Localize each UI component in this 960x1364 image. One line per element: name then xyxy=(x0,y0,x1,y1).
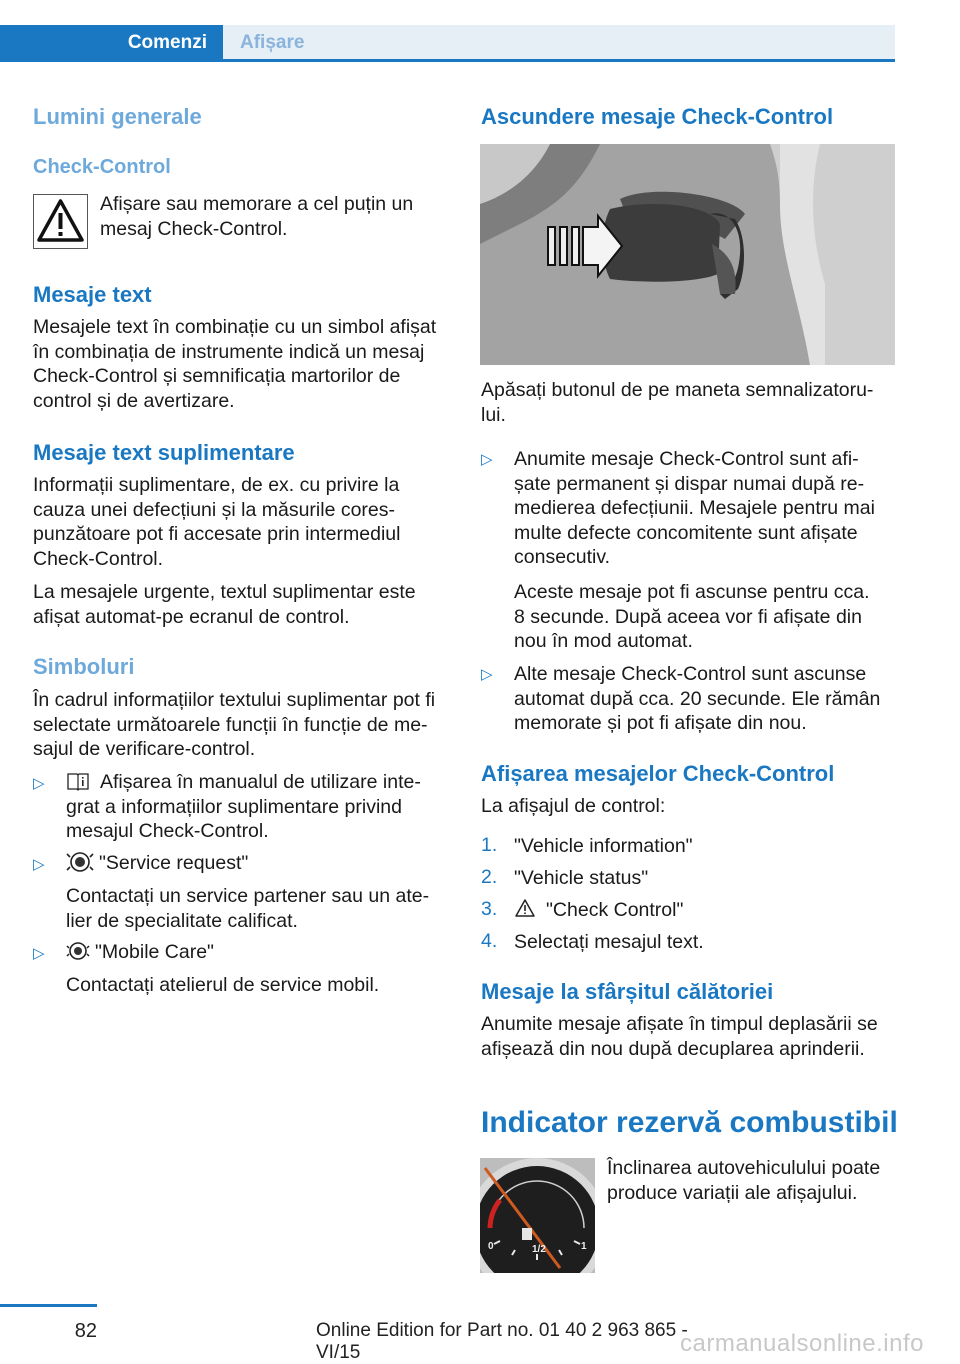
text-line: produce variații ale afișajului. xyxy=(607,1181,858,1204)
text-line: multe defecte concomitente sunt afișate xyxy=(514,521,858,544)
text-line: punzătoare pot fi accesate prin intermediul xyxy=(33,523,401,545)
text-line: Înclinarea autovehiculului poate xyxy=(607,1157,881,1179)
right-bullet-1b-text xyxy=(514,580,870,654)
heading-ascundere: Ascundere mesaje Check-Control xyxy=(481,104,834,129)
urgent-paragraph xyxy=(33,580,416,629)
text-line: Anumite mesaje afișate în timpul deplasării se xyxy=(481,1013,878,1035)
bullet-triangle-icon: ▷ xyxy=(33,775,45,792)
text-line: afișat automat-pe ecranul de control. xyxy=(33,605,350,628)
mobile-care-label: "Mobile Care" xyxy=(95,941,214,963)
text-line: La mesajele urgente, textul suplimentar este xyxy=(33,581,416,603)
text-line: în combinația de instrumente indică un mesaj xyxy=(33,340,425,363)
text-line: Mesajele text în combinație cu un simbol afișat xyxy=(33,316,437,338)
watermark: carmanualsonline.info xyxy=(680,1330,924,1357)
warning-triangle-icon xyxy=(514,898,536,918)
text-line: Apăsați butonul de pe maneta semnalizatoru‐ xyxy=(481,379,874,401)
bullet-triangle-icon: ▷ xyxy=(33,945,45,962)
warning-icon-box xyxy=(33,194,88,249)
step-number: 3. xyxy=(481,898,498,920)
step-number: 2. xyxy=(481,866,498,888)
text-line: Contactați un service partener sau un ate‐ xyxy=(66,885,430,907)
bullet-triangle-icon: ▷ xyxy=(481,451,493,468)
heading-afisarea-mesajelor: Afișarea mesajelor Check-Control xyxy=(481,761,835,786)
header-divider xyxy=(0,59,895,62)
text-line: medierea defecțiunii. Mesajele pentru mai xyxy=(514,497,875,519)
mobile-care-icon xyxy=(66,940,90,962)
text-line: Afișarea în manualul de utilizare inte‐ xyxy=(100,771,421,793)
left-bullet-3-text: Contactați atelierul de service mobil. xyxy=(66,974,380,996)
text-line: control și de avertizare. xyxy=(33,389,235,412)
step-number: 1. xyxy=(481,834,498,856)
left-bullet-1-text xyxy=(66,770,421,844)
text-line: șate permanent și dispar numai după re‐ xyxy=(514,472,865,495)
text-line: Informații suplimentare, de ex. cu privire la xyxy=(33,474,400,496)
step-text: "Vehicle status" xyxy=(514,867,649,889)
right-bullet-2-text xyxy=(514,662,880,736)
heading-lumini-generale: Lumini generale xyxy=(33,104,202,129)
text-line: Anumite mesaje Check-Control sunt afi‐ xyxy=(514,448,859,470)
heading-check-control: Check-Control xyxy=(33,156,171,178)
footer-divider xyxy=(0,1304,97,1307)
right-bullet-1-text xyxy=(514,447,875,570)
text-line: afișează din nou după decuplarea aprinderii. xyxy=(481,1037,865,1060)
service-request-icon xyxy=(66,851,94,873)
suplimentare-paragraph xyxy=(33,473,400,571)
text-line: nou în mod automat. xyxy=(514,630,693,652)
text-line: mesaj Check-Control. xyxy=(100,217,288,240)
text-line: lier de specialitate calificat. xyxy=(66,909,298,932)
text-line: mesajul Check-Control. xyxy=(66,820,269,842)
fuel-gauge-image xyxy=(480,1158,595,1273)
tab-afisare[interactable]: Afișare xyxy=(223,25,895,59)
text-line: Check-Control. xyxy=(33,547,164,570)
heading-indicator-rezerva: Indicator rezervă combustibil xyxy=(481,1106,898,1139)
text-line: selectate următoarele funcții în funcție de me‐ xyxy=(33,713,428,736)
simboluri-paragraph xyxy=(33,688,435,762)
heading-mesaje-text-suplimentare: Mesaje text suplimentare xyxy=(33,440,295,465)
bullet-triangle-icon: ▷ xyxy=(33,856,45,873)
warning-triangle-icon xyxy=(34,195,87,248)
la-afisajul-text: La afișajul de control: xyxy=(481,795,666,817)
turn-signal-lever-image xyxy=(480,144,895,365)
gauge-label-half: 1/2 xyxy=(532,1244,546,1255)
step-text: "Vehicle information" xyxy=(514,835,693,857)
text-line: lui. xyxy=(481,403,506,426)
step-text: Selectați mesajul text. xyxy=(514,931,704,953)
bullet-triangle-icon: ▷ xyxy=(481,666,493,683)
gauge-label-zero: 0 xyxy=(488,1241,494,1252)
text-line: 8 secunde. După aceea vor fi afișate din xyxy=(514,605,862,628)
apasati-paragraph xyxy=(481,378,873,427)
heading-mesaje-sfarsit: Mesaje la sfârșitul călătoriei xyxy=(481,979,774,1004)
text-line: consecutiv. xyxy=(514,546,611,568)
text-line: sajul de verificare-control. xyxy=(33,738,256,760)
text-line: Alte mesaje Check-Control sunt ascunse xyxy=(514,663,867,685)
online-edition-text: Online Edition for Part no. 01 40 2 963 865 - VI/15 xyxy=(316,1320,688,1363)
gauge-label-one: 1 xyxy=(581,1241,587,1252)
page-number: 82 xyxy=(74,1320,97,1342)
text-line: grat a informațiilor suplimentare privind xyxy=(66,795,402,818)
left-bullet-2-text xyxy=(66,884,429,933)
heading-mesaje-text: Mesaje text xyxy=(33,282,152,307)
text-line: memorate și pot fi afișate din nou. xyxy=(514,712,807,734)
sfarsit-paragraph xyxy=(481,1012,878,1061)
inclinarea-paragraph xyxy=(607,1156,880,1205)
step-text: "Check Control" xyxy=(546,899,684,921)
check-control-text xyxy=(100,192,413,241)
text-line: cauza unei defecțiuni și la măsurile cores‐ xyxy=(33,498,396,521)
service-request-label: "Service request" xyxy=(99,852,249,874)
step-number: 4. xyxy=(481,930,498,952)
text-line: Aceste mesaje pot fi ascunse pentru cca. xyxy=(514,581,870,603)
tab-comenzi[interactable]: Comenzi xyxy=(0,25,223,59)
text-line: automat după cca. 20 secunde. Ele rămân xyxy=(514,687,881,710)
text-line: Check-Control și semnificația martorilor de xyxy=(33,365,401,387)
text-line: În cadrul informațiilor textului suplimentar pot fi xyxy=(33,689,436,711)
text-line: Afișare sau memorare a cel puțin un xyxy=(100,193,414,215)
mesaje-text-paragraph xyxy=(33,315,436,413)
heading-simboluri: Simboluri xyxy=(33,654,135,679)
